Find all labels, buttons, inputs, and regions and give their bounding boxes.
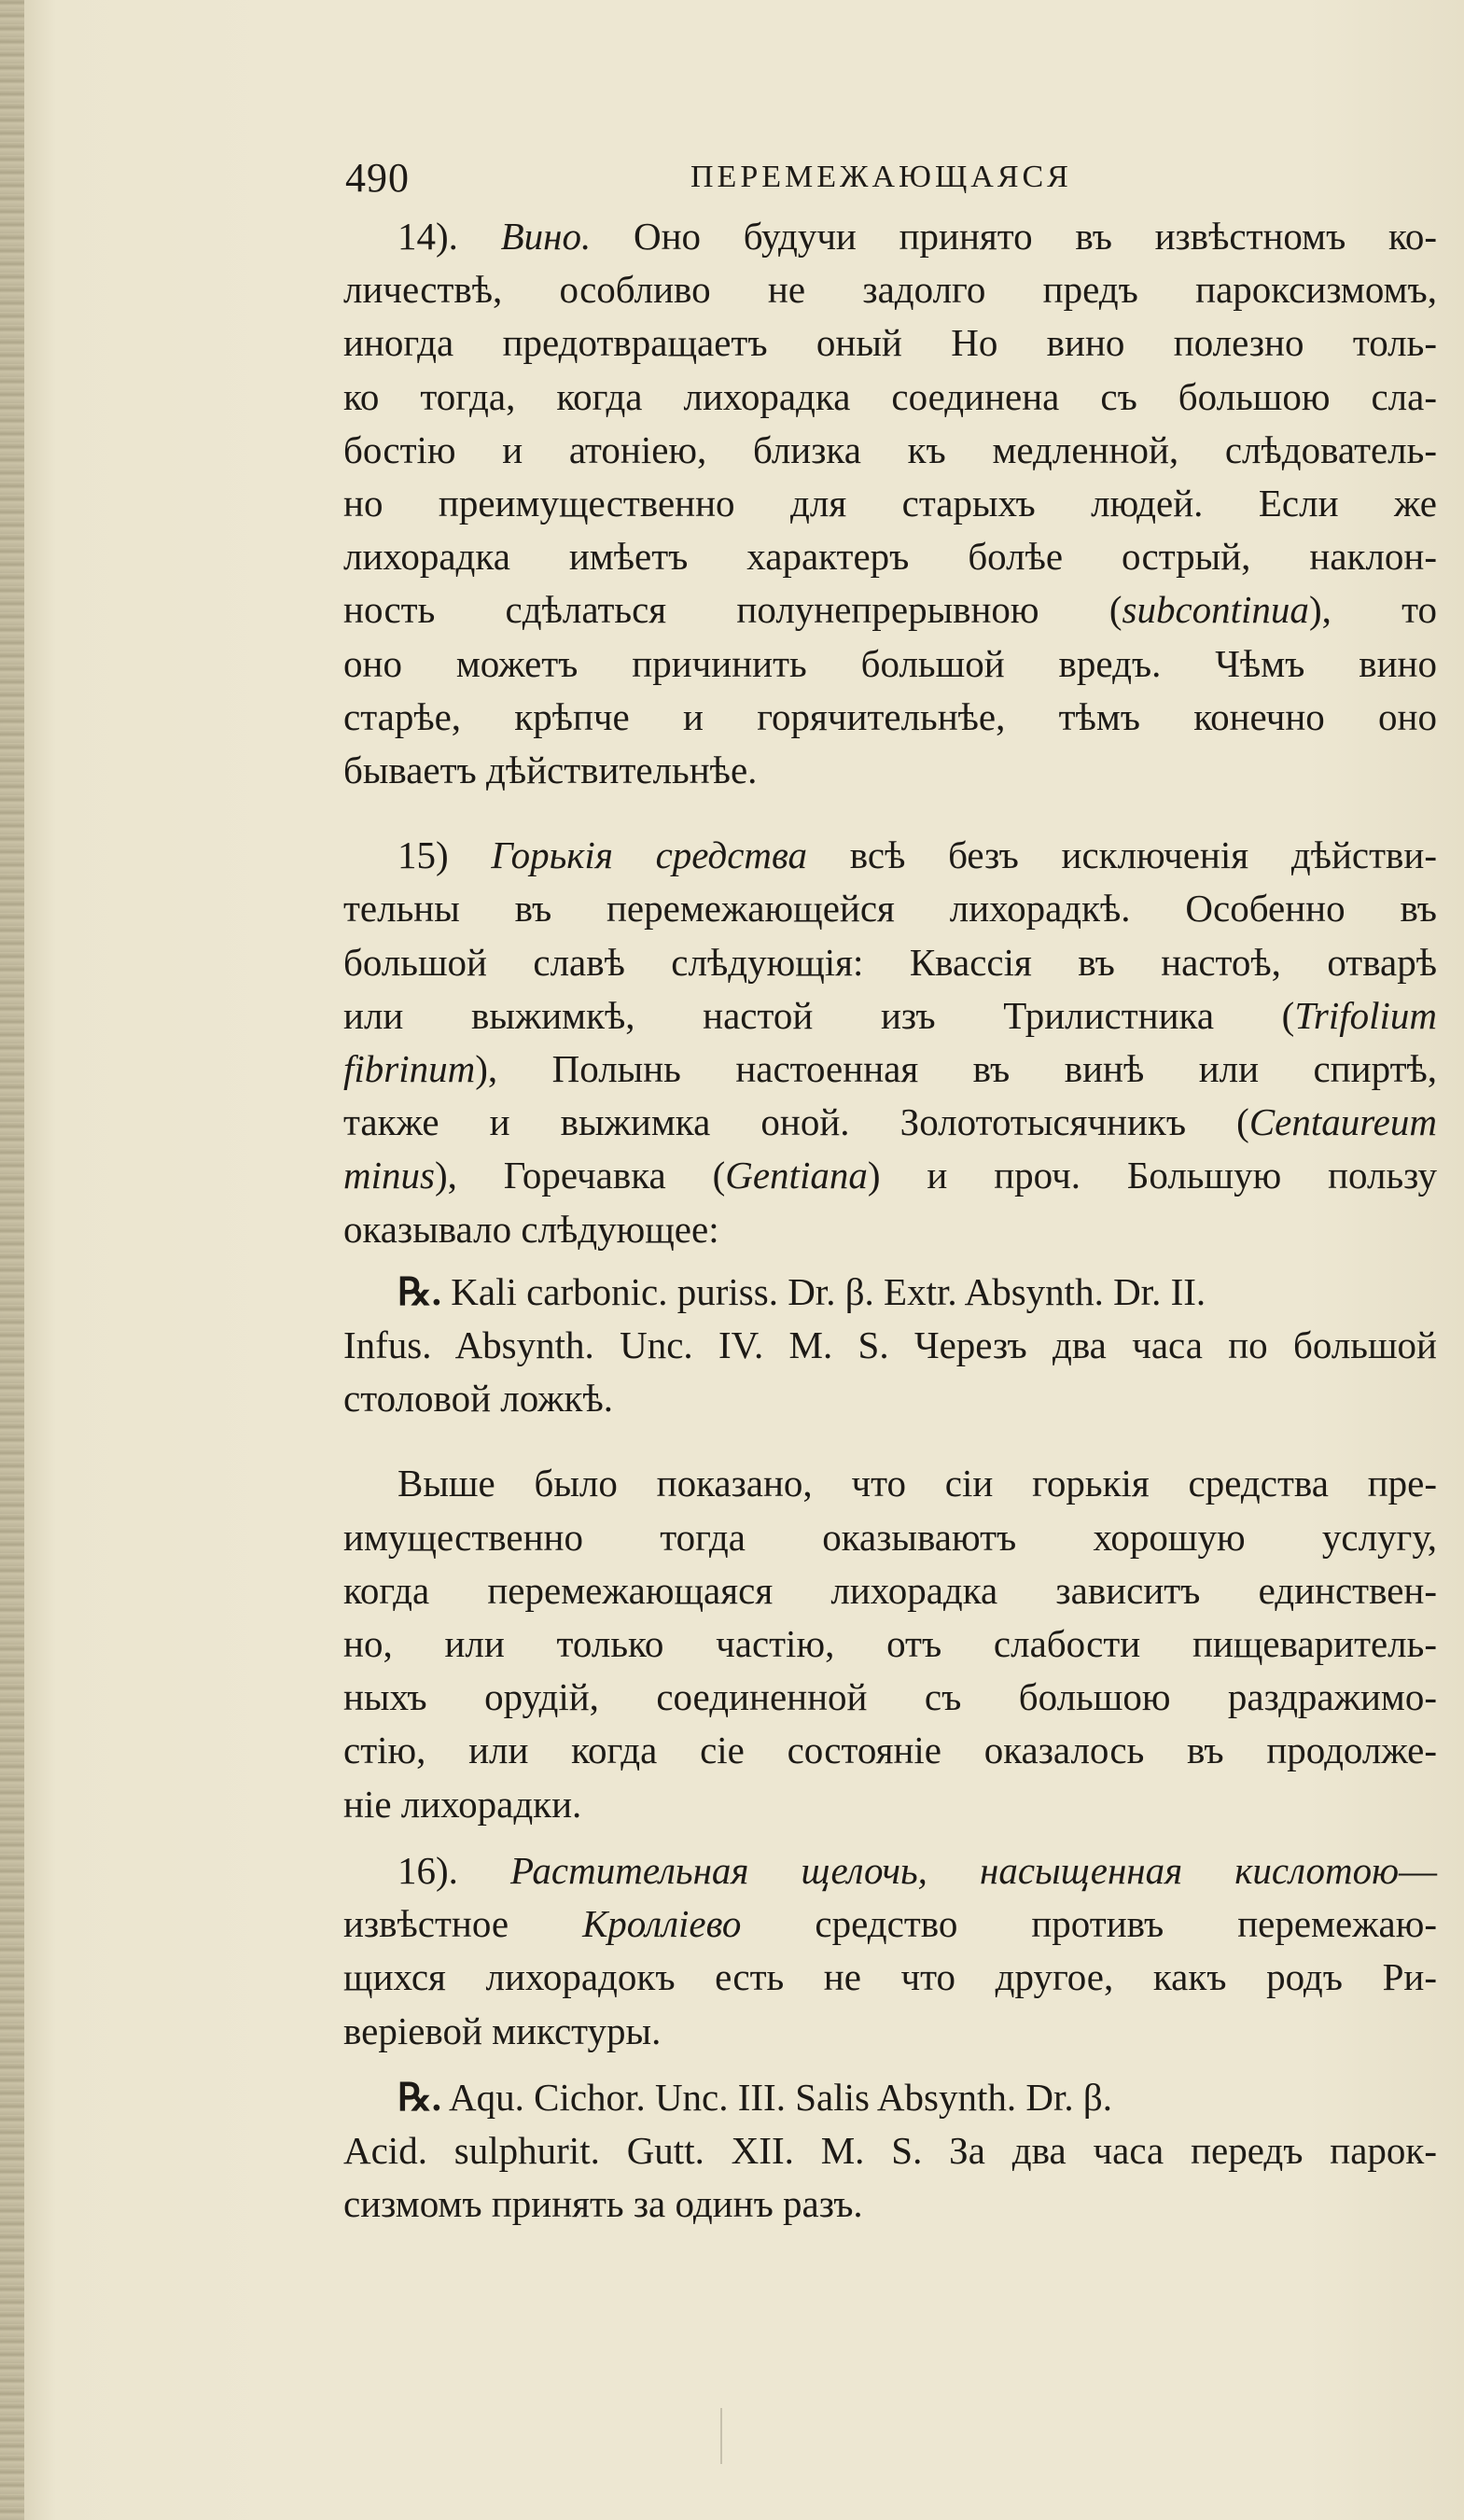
text-line: 14). Вино. Оно будучи принято въ извѣстномъ ко- bbox=[397, 215, 1437, 258]
text-line: извѣстное Кролліево средство противъ перемежаю- bbox=[343, 1902, 1437, 1946]
prescription-2 bbox=[343, 2071, 1437, 2232]
recipe-symbol: ℞. bbox=[397, 1269, 442, 1313]
text-line: веріевой микстуры. bbox=[343, 2009, 662, 2052]
text-line: minus), Горечавка (Gentiana) и проч. Большую пользу bbox=[343, 1154, 1437, 1197]
text-line: 16). Растительная щелочь, насыщенная кислотою— bbox=[397, 1848, 1437, 1892]
text-line: личествѣ, особливо не задолго предъ пароксизмомъ, bbox=[343, 268, 1437, 312]
recipe-symbol: ℞. bbox=[397, 2075, 442, 2119]
text-line: ность сдѣлаться полунепрерывною (subcontinua), то bbox=[343, 588, 1438, 632]
text-line: ℞. Kali carbonic. puriss. Dr. β. Extr. Absynth. Dr. II. bbox=[397, 1269, 1206, 1313]
spacer bbox=[343, 1425, 1437, 1457]
text-line: ко тогда, когда лихорадка соединена съ большою сла- bbox=[343, 374, 1437, 418]
text-line: ныхъ орудій, соединенной съ большою раздражимо- bbox=[343, 1675, 1437, 1719]
text-line: также и выжимка оной. Золототысячникъ (Centaureum bbox=[343, 1100, 1437, 1144]
term-bitter-remedies: Горькія средства bbox=[491, 833, 808, 877]
text-line: 15) Горькія средства всѣ безъ исключенія дѣйстви- bbox=[397, 833, 1437, 877]
prescription-1 bbox=[343, 1266, 1437, 1426]
term-vegetable-alkali: Растительная щелочь, насыщенная кислотою bbox=[509, 1848, 1399, 1892]
text-line: оказывало слѣдующее: bbox=[343, 1207, 719, 1251]
text-line: ℞. Aqu. Cichor. Unc. III. Salis Absynth. Dr. β. bbox=[397, 2075, 1112, 2119]
text-line: Выше было показано, что сіи горькія средства пре- bbox=[397, 1462, 1437, 1505]
text-line: стію, или когда сіе состояніе оказалось въ продолже- bbox=[343, 1729, 1437, 1772]
page-body bbox=[343, 210, 1437, 2231]
text-line: ніе лихорадки. bbox=[343, 1782, 582, 1826]
text-line: имущественно тогда оказываютъ хорошую услугу, bbox=[343, 1515, 1437, 1559]
text-line: старѣе, крѣпче и горячительнѣе, тѣмъ конечно оно bbox=[343, 694, 1437, 738]
text-line: когда перемежающаяся лихорадка зависитъ единствен- bbox=[343, 1568, 1437, 1612]
term-wine: Вино. bbox=[500, 215, 592, 258]
page-header bbox=[343, 154, 1426, 210]
paragraph-16 bbox=[343, 1844, 1437, 2058]
text-line: щихся лихорадокъ есть не что другое, какъ родъ Ри- bbox=[343, 1955, 1437, 1999]
text-line: тельны въ перемежающейся лихорадкѣ. Особенно въ bbox=[343, 887, 1437, 931]
text-line: или выжимкѣ, настой изъ Трилистника (Trifolium bbox=[343, 993, 1437, 1037]
text-line: Acid. sulphurit. Gutt. XII. M. S. За два часа передъ парок- bbox=[343, 2128, 1437, 2172]
page-binding-edge bbox=[0, 0, 24, 2520]
spacer bbox=[343, 1256, 1437, 1266]
spacer bbox=[343, 797, 1437, 829]
running-title: ПЕРЕМЕЖАЮЩАЯСЯ bbox=[690, 160, 1072, 194]
text-line: бываетъ дѣйствительнѣе. bbox=[343, 749, 758, 792]
paragraph-15 bbox=[343, 829, 1437, 1256]
text-line: сизмомъ принять за одинъ разъ. bbox=[343, 2182, 863, 2226]
text-line: большой славѣ слѣдующія: Квассія въ настоѣ, отварѣ bbox=[343, 940, 1437, 984]
spacer bbox=[343, 2058, 1437, 2071]
text-line: Infus. Absynth. Unc. IV. M. S. Черезъ два часа по большой bbox=[343, 1323, 1437, 1367]
text-line: оно можетъ причинить большой вредъ. Чѣмъ вино bbox=[343, 641, 1437, 685]
text-line: иногда предотвращаетъ оный Но вино полезно толь- bbox=[343, 321, 1437, 365]
text-line: но преимущественно для старыхъ людей. Если же bbox=[343, 482, 1437, 525]
text-line: столовой ложкѣ. bbox=[343, 1377, 613, 1421]
text-line: лихорадка имѣетъ характеръ болѣе острый, наклон- bbox=[343, 535, 1437, 579]
paragraph-bitter-remedies bbox=[343, 1457, 1437, 1830]
paragraph-14 bbox=[343, 210, 1437, 797]
text-line: бостію и атоніею, близка къ медленной, слѣдователь- bbox=[343, 427, 1437, 471]
page-number: 490 bbox=[345, 155, 410, 201]
paper-mark bbox=[720, 2408, 722, 2464]
text-line: fibrinum), Полынь настоенная въ винѣ или спиртѣ, bbox=[343, 1047, 1437, 1091]
text-line: но, или только частію, отъ слабости пищеваритель- bbox=[343, 1622, 1437, 1666]
spacer bbox=[343, 1831, 1437, 1844]
